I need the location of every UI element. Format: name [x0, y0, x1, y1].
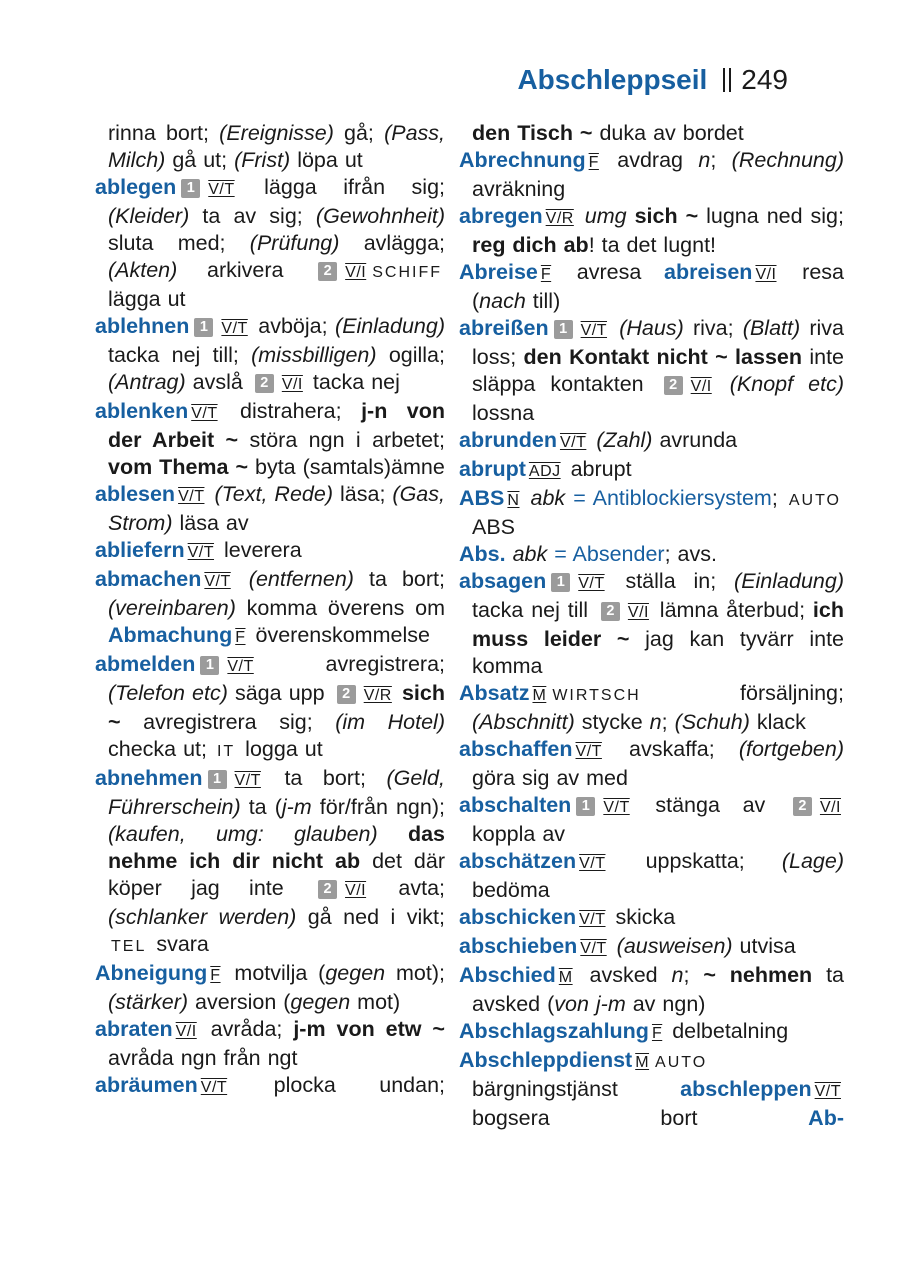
- dictionary-entry: [95, 765, 445, 960]
- dictionary-entry: [459, 904, 844, 933]
- dictionary-entry: [95, 398, 445, 481]
- body-text: avrunda: [652, 428, 738, 452]
- headword: abliefern: [95, 538, 185, 562]
- dictionary-entry: [95, 313, 445, 398]
- body-text: avresa: [554, 260, 664, 284]
- example-phrase: j-n von der Arbeit ~: [108, 399, 445, 452]
- dictionary-entry: [459, 848, 844, 904]
- body-text: avta;: [369, 876, 445, 900]
- body-text: läsa av: [172, 511, 249, 535]
- usage-hint: (Ereignisse): [219, 121, 334, 145]
- sense-number: 2: [793, 797, 812, 816]
- grammar-tag: F: [540, 266, 552, 283]
- body-text: ta (: [240, 795, 282, 819]
- dictionary-entry: [459, 120, 844, 147]
- body-text: lägga ifrån sig;: [237, 175, 445, 199]
- usage-hint: (Haus): [610, 316, 684, 340]
- dictionary-entry: [459, 736, 844, 792]
- example-phrase: j-m von etw ~: [293, 1017, 445, 1041]
- body-text: avräkning: [472, 177, 566, 201]
- body-text: av ngn): [625, 992, 706, 1016]
- sense-number: 1: [194, 318, 213, 337]
- grammar-tag: F: [588, 154, 599, 171]
- usage-hint: (im Hotel): [335, 710, 445, 734]
- dictionary-entry: [459, 541, 844, 568]
- usage-hint: (Text, Rede): [207, 482, 333, 506]
- grammar-tag: F: [651, 1025, 663, 1042]
- headword: Abrechnung: [459, 148, 586, 172]
- grammar-tag: V/T: [204, 573, 231, 590]
- body-text: uppskatta;: [608, 849, 782, 873]
- usage-hint: abk: [522, 486, 566, 510]
- guide-word: Abschleppseil: [517, 64, 708, 95]
- usage-hint: (fortgeben): [738, 737, 844, 761]
- double-bar-divider: [723, 68, 731, 92]
- body-text: för/från ngn);: [311, 795, 445, 819]
- usage-hint: (Lage): [781, 849, 844, 873]
- headword: abreißen: [459, 316, 549, 340]
- headword: abreisen: [664, 260, 753, 284]
- grammar-tag: ADJ: [528, 463, 561, 480]
- body-text: abrupt: [563, 457, 632, 481]
- usage-hint: (kaufen, umg: glauben): [108, 822, 378, 846]
- usage-hint: gegen: [325, 961, 386, 985]
- body-text: bogsera bort: [472, 1106, 809, 1130]
- usage-hint: n: [671, 963, 684, 987]
- headword: abnehmen: [95, 766, 203, 790]
- body-text: ;: [661, 710, 675, 734]
- body-text: gå ned i vikt;: [296, 905, 445, 929]
- grammar-tag: N: [507, 492, 520, 509]
- sense-number: 2: [318, 880, 337, 899]
- body-text: skicka: [608, 905, 676, 929]
- body-text: resa (: [472, 260, 844, 313]
- grammar-tag: V/T: [191, 405, 218, 422]
- body-text: ogilla;: [376, 343, 445, 367]
- usage-hint: (Abschnitt): [472, 710, 575, 734]
- dictionary-entry: [459, 1047, 844, 1132]
- body-text: lämna återbud;: [651, 598, 813, 622]
- dictionary-entry: [459, 792, 844, 848]
- body-text: aversion (: [188, 990, 291, 1014]
- dictionary-entry: [95, 1072, 445, 1101]
- body-text: avregistrera sig;: [120, 710, 336, 734]
- usage-hint: (ausweisen): [609, 934, 733, 958]
- dictionary-entry: [459, 427, 844, 456]
- body-text: byta (samtals)ämne: [248, 455, 445, 479]
- grammar-tag: F: [210, 967, 221, 984]
- grammar-tag: V/T: [603, 799, 630, 816]
- grammar-tag: M: [532, 687, 547, 704]
- body-text: avslå: [185, 370, 250, 394]
- usage-hint: (Akten): [108, 258, 178, 282]
- body-text: läsa;: [333, 482, 393, 506]
- dictionary-entry: [95, 537, 445, 566]
- headword: ablehnen: [95, 314, 190, 338]
- example-phrase: den Kontakt nicht ~ lassen: [523, 345, 802, 369]
- body-text: ta bort;: [353, 567, 445, 591]
- body-text: riva;: [683, 316, 743, 340]
- headword: ablesen: [95, 482, 176, 506]
- usage-hint: nach: [479, 289, 526, 313]
- grammar-tag: V/I: [690, 378, 712, 395]
- dictionary-entry: [459, 962, 844, 1018]
- dictionary-entry: [459, 568, 844, 680]
- grammar-tag: V/I: [345, 882, 367, 899]
- grammar-tag: V/T: [580, 322, 608, 339]
- sense-number: 1: [181, 179, 200, 198]
- dictionary-entry: [459, 933, 844, 962]
- grammar-tag: V/T: [221, 320, 248, 337]
- grammar-tag: V/T: [580, 940, 607, 957]
- sense-number: 1: [208, 770, 227, 789]
- body-text: logga ut: [238, 737, 323, 761]
- headword: Absatz: [459, 681, 530, 705]
- left-column: [95, 120, 445, 1101]
- body-text: checka ut;: [108, 737, 214, 761]
- body-text: ;: [683, 963, 704, 987]
- grammar-tag: V/T: [559, 434, 587, 451]
- usage-hint: n: [698, 148, 711, 172]
- dictionary-entry: [95, 120, 445, 174]
- usage-hint: (Gas, Strom): [108, 482, 445, 535]
- headword: Abneigung: [95, 961, 208, 985]
- usage-hint: (entfernen): [233, 567, 354, 591]
- body-text: stycke: [574, 710, 650, 734]
- example-phrase: ~ nehmen: [703, 963, 813, 987]
- headword: Abreise: [459, 260, 538, 284]
- body-text: löpa ut: [290, 148, 363, 172]
- headword: absagen: [459, 569, 547, 593]
- dictionary-entry: [459, 1018, 844, 1047]
- usage-hint: (Geld, Führerschein): [108, 766, 445, 819]
- body-text: ta av sig;: [189, 204, 316, 228]
- body-text: lugna ned sig;: [698, 204, 844, 228]
- grammar-tag: V/I: [175, 1023, 197, 1040]
- usage-hint: (stärker): [108, 990, 189, 1014]
- body-text: motvilja (: [223, 961, 326, 985]
- grammar-tag: F: [235, 629, 246, 646]
- dictionary-entry: [459, 259, 844, 315]
- usage-hint: (Schuh): [674, 710, 750, 734]
- body-text: gå;: [333, 121, 385, 145]
- body-text: ! ta det lugnt!: [588, 233, 717, 257]
- body-text: mot): [350, 990, 401, 1014]
- subject-label: SCHIFF: [372, 264, 442, 281]
- right-column: [459, 120, 844, 1132]
- headword: abräumen: [95, 1073, 198, 1097]
- usage-hint: umg: [576, 204, 627, 228]
- body-text: avskaffa;: [604, 737, 739, 761]
- example-phrase: sich ~: [108, 681, 445, 734]
- body-text: jag kan tyvärr inte komma: [472, 627, 844, 678]
- page-number: 249: [741, 64, 788, 95]
- body-text: riva loss;: [472, 316, 844, 369]
- usage-hint: (missbilligen): [251, 343, 377, 367]
- dictionary-entry: [459, 203, 844, 259]
- sense-number: 1: [576, 797, 595, 816]
- body-text: göra sig av med: [472, 766, 628, 790]
- example-phrase: vom Thema ~: [108, 455, 249, 479]
- usage-hint: (Zahl): [589, 428, 653, 452]
- usage-hint: (Rechnung): [731, 148, 845, 172]
- headword: ablenken: [95, 399, 189, 423]
- headword: ABS: [459, 486, 505, 510]
- cross-reference: = Antiblockiersystem: [565, 486, 772, 510]
- dictionary-entry: [95, 1016, 445, 1072]
- body-text: avråda ngn från ngt: [108, 1046, 298, 1070]
- sense-number: 1: [554, 320, 573, 339]
- usage-hint: n: [649, 710, 662, 734]
- body-text: distrahera;: [220, 399, 362, 423]
- grammar-tag: V/T: [234, 772, 261, 789]
- body-text: stänga av: [632, 793, 788, 817]
- headword: abschaffen: [459, 737, 573, 761]
- body-text: lägga ut: [108, 287, 186, 311]
- body-text: ställa in;: [607, 569, 735, 593]
- dictionary-entry: [459, 315, 844, 427]
- usage-hint: (Einladung): [734, 569, 844, 593]
- grammar-tag: V/T: [200, 1079, 228, 1096]
- usage-hint: von j-m: [554, 992, 626, 1016]
- usage-hint: abk: [505, 542, 548, 566]
- body-text: koppla av: [472, 822, 566, 846]
- headword: abschätzen: [459, 849, 577, 873]
- headword: ablegen: [95, 175, 177, 199]
- grammar-tag: V/I: [281, 376, 303, 393]
- body-text: avsked: [575, 963, 672, 987]
- body-text: säga upp: [227, 681, 332, 705]
- usage-hint: (Einladung): [335, 314, 445, 338]
- headword: Abs.: [459, 542, 506, 566]
- dictionary-entry: [459, 680, 844, 736]
- example-phrase: den Tisch ~: [472, 121, 593, 145]
- subject-label: IT: [216, 743, 236, 760]
- body-text: tacka nej till;: [108, 343, 252, 367]
- grammar-tag: V/T: [575, 743, 602, 760]
- grammar-tag: V/I: [755, 266, 777, 283]
- headword: Abmachung: [108, 623, 233, 647]
- grammar-tag: V/T: [579, 911, 606, 928]
- body-text: tacka nej: [305, 370, 400, 394]
- dictionary-entry: [95, 960, 445, 1016]
- body-text: plocka undan;: [230, 1073, 445, 1097]
- body-text: bärgningstjänst: [472, 1077, 681, 1101]
- grammar-tag: V/T: [178, 488, 205, 505]
- dictionary-entry: [95, 566, 445, 651]
- example-phrase: sich ~: [626, 204, 699, 228]
- grammar-tag: V/I: [627, 604, 649, 621]
- body-text: sluta med;: [108, 231, 250, 255]
- body-text: ;: [771, 486, 786, 510]
- body-text: inte släppa kontakten: [472, 345, 844, 396]
- body-text: arkivera: [177, 258, 314, 282]
- body-text: avregistrera;: [256, 652, 445, 676]
- example-phrase: reg dich ab: [472, 233, 589, 257]
- sense-number: 2: [255, 374, 274, 393]
- body-text: avråda;: [199, 1017, 294, 1041]
- subject-label: AUTO: [788, 492, 841, 509]
- sense-number: 1: [551, 573, 570, 592]
- headword: abschleppen: [680, 1077, 812, 1101]
- body-text: bedöma: [472, 878, 550, 902]
- headword: Ab-: [808, 1106, 844, 1130]
- grammar-tag: M: [558, 969, 573, 986]
- headword: Abschied: [459, 963, 556, 987]
- usage-hint: (schlanker werden): [108, 905, 297, 929]
- usage-hint: (Prüfung): [249, 231, 340, 255]
- body-text: ; avs.: [664, 542, 717, 566]
- body-text: till): [525, 289, 561, 313]
- grammar-tag: V/T: [814, 1083, 841, 1100]
- body-text: delbetalning: [665, 1019, 789, 1043]
- grammar-tag: V/I: [345, 264, 367, 281]
- grammar-tag: V/R: [363, 687, 392, 704]
- body-text: ta bort;: [263, 766, 387, 790]
- dictionary-entry: [459, 456, 844, 485]
- usage-hint: j-m: [281, 795, 312, 819]
- sense-number: 2: [601, 602, 620, 621]
- dictionary-entry: [459, 485, 844, 541]
- body-text: duka av bordet: [592, 121, 744, 145]
- usage-hint: (Knopf etc): [714, 372, 844, 396]
- body-text: störa ngn i arbetet;: [238, 428, 446, 452]
- body-text: gå ut;: [165, 148, 235, 172]
- body-text: avlägga;: [339, 231, 445, 255]
- dictionary-entry: [95, 481, 445, 537]
- dictionary-entry: [459, 147, 844, 203]
- headword: abrupt: [459, 457, 526, 481]
- body-text: ;: [710, 148, 732, 172]
- body-text: svara: [149, 932, 209, 956]
- headword: Abschlagszahlung: [459, 1019, 649, 1043]
- grammar-tag: M: [635, 1054, 650, 1071]
- usage-hint: (Telefon etc): [108, 681, 228, 705]
- body-text: överenskommelse: [248, 623, 430, 647]
- body-text: tacka nej till: [472, 598, 596, 622]
- usage-hint: (Frist): [234, 148, 291, 172]
- usage-hint: (Gewohnheit): [315, 204, 445, 228]
- headword: abschieben: [459, 934, 578, 958]
- headword: abrunden: [459, 428, 557, 452]
- grammar-tag: V/I: [819, 799, 841, 816]
- example-phrase: ich muss leider ~: [472, 598, 844, 651]
- body-text: försäljning;: [643, 681, 844, 705]
- usage-hint: (Pass, Milch): [108, 121, 445, 172]
- headword: abmelden: [95, 652, 196, 676]
- grammar-tag: V/T: [187, 544, 215, 561]
- body-text: leverera: [217, 538, 302, 562]
- usage-hint: (Antrag): [108, 370, 186, 394]
- body-text: avböja;: [250, 314, 336, 338]
- usage-hint: gegen: [290, 990, 351, 1014]
- body-text: det där köper jag inte: [108, 849, 445, 900]
- grammar-tag: V/T: [208, 181, 235, 198]
- headword: abregen: [459, 204, 543, 228]
- usage-hint: (vereinbaren): [108, 596, 236, 620]
- subject-label: AUTO: [655, 1054, 708, 1071]
- headword: Abschleppdienst: [459, 1048, 633, 1072]
- headword: abschalten: [459, 793, 572, 817]
- body-text: mot);: [385, 961, 445, 985]
- usage-hint: (Kleider): [108, 204, 190, 228]
- grammar-tag: V/T: [578, 575, 605, 592]
- body-text: komma överens om: [235, 596, 445, 620]
- subject-label: WIRTSCH: [552, 687, 641, 704]
- sense-number: 2: [664, 376, 683, 395]
- text-columns: [95, 120, 844, 1132]
- sense-number: 2: [337, 685, 356, 704]
- body-text: avdrag: [601, 148, 699, 172]
- cross-reference: = Absender: [547, 542, 665, 566]
- body-text: utvisa: [732, 934, 796, 958]
- grammar-tag: V/R: [545, 210, 574, 227]
- sense-number: 2: [318, 262, 337, 281]
- body-text: klack: [749, 710, 806, 734]
- example-phrase: das nehme ich dir nicht ab: [108, 822, 445, 873]
- body-text: rinna bort;: [108, 121, 220, 145]
- running-head: [95, 64, 844, 96]
- body-text: ta avsked (: [472, 963, 844, 1016]
- sense-number: 1: [200, 656, 219, 675]
- headword: abraten: [95, 1017, 173, 1041]
- headword: abmachen: [95, 567, 202, 591]
- body-text: ABS: [472, 515, 516, 539]
- grammar-tag: V/T: [227, 658, 254, 675]
- subject-label: TEL: [111, 938, 147, 955]
- headword: abschicken: [459, 905, 577, 929]
- grammar-tag: V/T: [579, 855, 606, 872]
- body-text: lossna: [472, 401, 535, 425]
- usage-hint: (Blatt): [742, 316, 801, 340]
- dictionary-entry: [95, 651, 445, 765]
- dictionary-entry: [95, 174, 445, 313]
